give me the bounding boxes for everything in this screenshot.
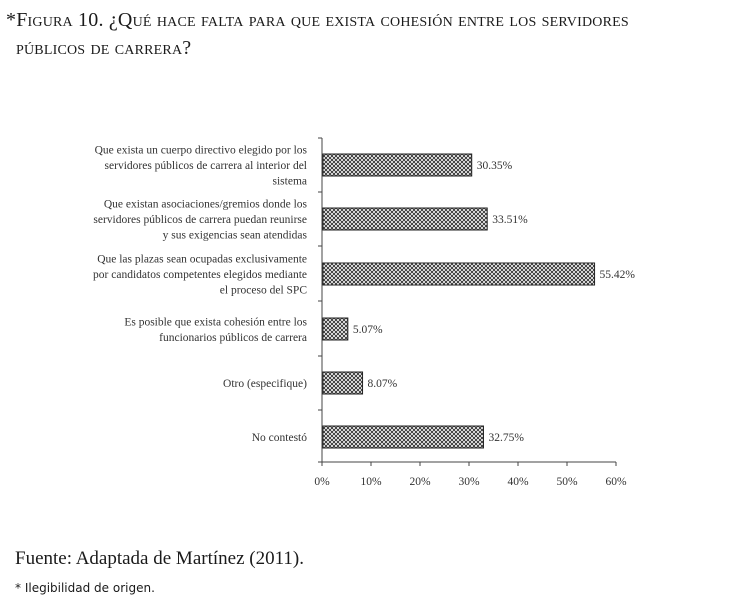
category-label-line: Es posible que exista cohesión entre los [124,316,307,329]
source-caption: Fuente: Adaptada de Martínez (2011). [15,548,304,569]
x-tick-label: 20% [409,476,431,488]
x-tick-label: 30% [458,476,480,488]
category-label-line: servidores públicos de carrera puedan reunirse [93,214,307,226]
category-label-line: Que exista un cuerpo directivo elegido por los [94,144,307,157]
category-label-line: Otro (especifique) [223,378,307,390]
bar [323,154,472,176]
data-label: 8.07% [367,378,398,390]
bar [323,426,483,448]
x-tick-label: 10% [360,476,382,488]
data-label: 5.07% [352,324,383,336]
category-label [95,145,308,188]
category-label-line: Que las plazas sean ocupadas exclusivamente [97,253,307,266]
title-line-2: públicos de carrera? [16,37,192,59]
x-tick-label: 0% [314,476,330,488]
category-label [223,378,307,390]
category-label [124,316,307,344]
category-label-line: y sus exigencias sean atendidas [162,229,307,242]
title-line-1: *Figura 10. ¿Qué hace falta para que exista cohesión entre los servidores [6,9,629,31]
data-label: 33.51% [492,214,528,226]
category-label [93,254,307,297]
category-label-line: No contestó [251,432,307,444]
category-label-line: servidores públicos de carrera al interior del [104,160,307,172]
category-label [252,432,308,444]
data-label: 32.75% [488,432,524,444]
data-label: 55.42% [599,269,636,281]
bar [323,318,348,340]
category-label-line: funcionarios públicos de carrera [159,331,307,344]
x-tick-label: 60% [605,476,627,488]
category-label [93,199,307,242]
bar [323,208,487,230]
x-tick-label: 40% [507,476,529,488]
category-label-line: el proceso del SPC [219,284,307,297]
category-label-line: Que existan asociaciones/gremios donde los [103,198,307,211]
footnote: * Ilegibilidad de origen. [15,581,155,595]
data-label: 30.35% [476,160,513,172]
x-tick-label: 50% [556,476,578,488]
bar [323,372,363,394]
bar [323,263,595,285]
category-label-line: sistema [272,175,307,188]
category-label-line: por candidatos competentes elegidos mediante [93,269,307,281]
